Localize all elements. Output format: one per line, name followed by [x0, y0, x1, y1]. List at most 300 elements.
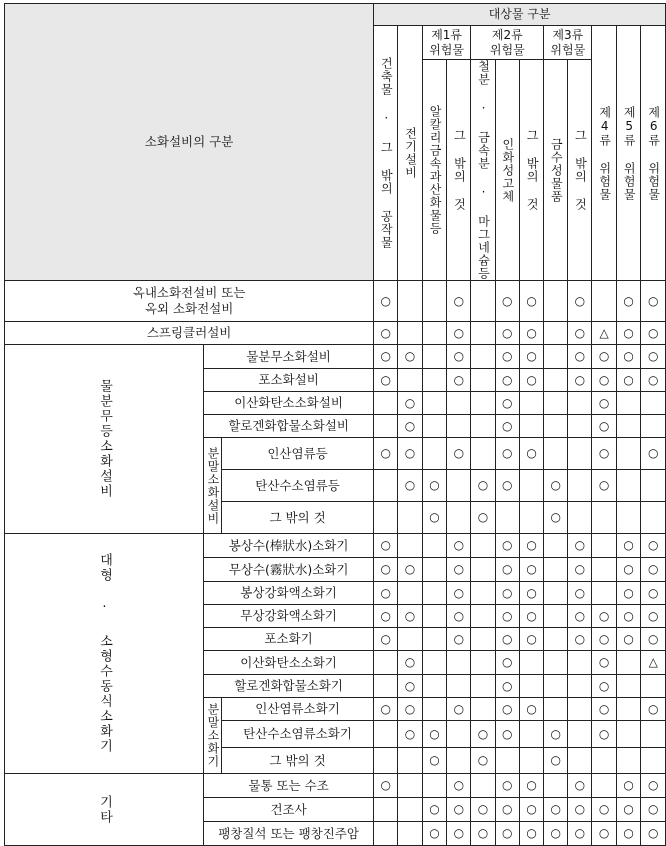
mark-cell — [592, 392, 617, 415]
mark-cell — [520, 534, 544, 558]
mark-symbol: ○ — [647, 608, 659, 623]
mark-symbol: ○ — [623, 293, 634, 308]
mark-cell — [568, 438, 592, 470]
mark-cell — [568, 798, 592, 822]
mark-cell — [641, 502, 666, 534]
mark-symbol: ○ — [453, 778, 465, 792]
mark-cell — [616, 438, 641, 470]
group2-header — [471, 26, 544, 60]
mark-cell — [520, 675, 544, 698]
mark-cell — [422, 798, 447, 822]
mark-symbol: ○ — [550, 753, 561, 767]
mark-cell — [592, 675, 617, 698]
mark-symbol: ○ — [429, 726, 440, 741]
mark-symbol: ○ — [550, 478, 561, 492]
mark-symbol: ○ — [623, 608, 634, 623]
mark-cell — [520, 651, 544, 675]
mark-symbol: ○ — [647, 349, 659, 363]
mark-cell — [616, 369, 641, 392]
mark-cell — [447, 675, 471, 698]
mark-cell — [471, 369, 495, 392]
mark-cell — [447, 798, 471, 822]
mark-symbol: ○ — [453, 538, 465, 552]
mark-symbol: ○ — [623, 778, 634, 792]
col-class5 — [616, 26, 641, 281]
mark-symbol: ○ — [574, 608, 586, 623]
row-label-cell — [204, 415, 374, 438]
mark-cell — [398, 281, 423, 322]
mark-symbol: ○ — [404, 608, 416, 623]
mark-cell — [592, 628, 617, 651]
mark-cell — [544, 322, 568, 345]
mark-cell — [422, 534, 447, 558]
mark-cell — [495, 345, 520, 369]
mark-cell — [641, 470, 666, 502]
mark-symbol: ○ — [526, 325, 537, 340]
table-row — [5, 322, 666, 345]
mark-cell — [544, 392, 568, 415]
mark-cell — [495, 392, 520, 415]
mark-cell — [471, 415, 495, 438]
mark-cell — [398, 628, 423, 651]
mark-cell — [495, 415, 520, 438]
mark-cell — [544, 582, 568, 605]
mark-symbol: ○ — [477, 478, 489, 492]
mark-symbol: ○ — [404, 418, 416, 433]
mark-symbol: ○ — [526, 538, 537, 552]
mark-cell — [641, 281, 666, 322]
mark-cell — [616, 415, 641, 438]
mark-cell — [495, 582, 520, 605]
row-label-cell — [204, 534, 374, 558]
mark-cell — [592, 438, 617, 470]
group-label-etc: 기타 — [97, 794, 112, 825]
mark-symbol: ○ — [429, 478, 440, 492]
mark-cell — [471, 605, 495, 628]
row-label: 팽창질석 또는 팽창진주암 — [218, 825, 359, 841]
mark-cell — [471, 582, 495, 605]
row-label: 옥내소화전설비 또는 옥외 소화전설비 — [132, 285, 246, 316]
mark-cell — [398, 798, 423, 822]
mark-symbol: ○ — [502, 608, 513, 623]
mark-cell — [495, 721, 520, 748]
mark-symbol: ○ — [380, 608, 391, 623]
row-label: 탄산수소염류소화기 — [243, 726, 352, 741]
row-label-cell — [204, 675, 374, 698]
table-row — [5, 774, 666, 798]
mark-cell — [447, 582, 471, 605]
mark-cell — [447, 438, 471, 470]
mark-symbol: ○ — [598, 826, 610, 840]
row-label: 스프링클러설비 — [146, 325, 232, 340]
mark-symbol: ○ — [574, 802, 586, 816]
mark-symbol: ○ — [623, 372, 634, 387]
mark-symbol: ○ — [502, 585, 513, 600]
row-label-cell — [221, 502, 373, 534]
mark-cell — [568, 748, 592, 774]
mark-cell — [398, 651, 423, 675]
row-label: 봉상강화액소화기 — [240, 585, 337, 600]
mark-cell — [616, 721, 641, 748]
col-class6 — [641, 26, 666, 281]
mark-cell — [471, 675, 495, 698]
mark-cell — [447, 502, 471, 534]
mark-symbol: ○ — [453, 608, 465, 623]
row-label: 할로겐화합물소화기 — [234, 678, 343, 693]
mark-cell — [641, 798, 666, 822]
mark-symbol: ○ — [502, 325, 513, 340]
mark-cell — [495, 369, 520, 392]
mark-symbol: ○ — [380, 349, 391, 363]
mark-symbol: ○ — [502, 395, 513, 410]
mark-cell — [374, 698, 398, 721]
sub-col-5-label: 그 밖의 것 — [525, 129, 540, 211]
sub-col-7-label: 그 밖의 것 — [573, 129, 588, 211]
mark-cell — [544, 345, 568, 369]
mark-cell — [592, 698, 617, 721]
mark-cell — [471, 392, 495, 415]
mark-cell — [641, 651, 666, 675]
mark-symbol: ○ — [453, 349, 465, 363]
mark-cell — [422, 392, 447, 415]
mark-symbol: ○ — [623, 562, 634, 576]
subgroup-label-powder_fixed: 분말소화설비 — [205, 446, 220, 525]
group-label-extinguisher: 대형 · 소형수동식소화기 — [97, 553, 112, 754]
mark-symbol: ○ — [526, 372, 537, 387]
mark-cell — [374, 774, 398, 798]
mark-symbol: ○ — [647, 778, 659, 792]
mark-symbol: ○ — [574, 826, 586, 840]
mark-symbol: ○ — [477, 510, 489, 524]
mark-symbol: ○ — [526, 562, 537, 576]
row-label: 무상강화액소화기 — [240, 608, 337, 623]
mark-cell — [398, 502, 423, 534]
mark-cell — [447, 345, 471, 369]
mark-cell — [422, 582, 447, 605]
mark-symbol: ○ — [477, 726, 489, 741]
mark-symbol: ○ — [574, 325, 586, 340]
mark-cell — [495, 798, 520, 822]
mark-cell — [544, 605, 568, 628]
mark-cell — [495, 774, 520, 798]
mark-symbol: ○ — [623, 802, 634, 816]
mark-symbol: ○ — [647, 631, 659, 646]
sub-col-4 — [495, 60, 520, 281]
mark-cell — [398, 582, 423, 605]
mark-cell — [544, 534, 568, 558]
mark-cell — [374, 798, 398, 822]
mark-cell — [471, 628, 495, 651]
mark-cell — [422, 415, 447, 438]
sub-col-4-label: 인화성고체 — [500, 137, 515, 203]
mark-symbol: ○ — [453, 372, 465, 387]
mark-cell — [398, 322, 423, 345]
mark-cell — [520, 582, 544, 605]
mark-cell — [641, 698, 666, 721]
mark-cell — [616, 675, 641, 698]
mark-cell — [616, 774, 641, 798]
mark-cell — [616, 582, 641, 605]
mark-symbol: ○ — [598, 395, 610, 410]
mark-symbol: ○ — [574, 631, 586, 646]
mark-cell — [422, 675, 447, 698]
mark-symbol: ○ — [502, 726, 513, 741]
mark-symbol: ○ — [598, 701, 610, 716]
mark-cell — [471, 534, 495, 558]
mark-cell — [568, 822, 592, 846]
table-row — [5, 534, 666, 558]
mark-cell — [616, 605, 641, 628]
mark-cell — [592, 558, 617, 582]
mark-symbol: ○ — [380, 562, 391, 576]
mark-cell — [641, 748, 666, 774]
row-label: 포소화설비 — [258, 372, 319, 387]
mark-cell — [495, 558, 520, 582]
corner-cell — [5, 4, 374, 281]
mark-cell — [616, 392, 641, 415]
mark-cell — [520, 438, 544, 470]
mark-cell — [495, 281, 520, 322]
target-group-label: 대상물 구분 — [488, 7, 551, 21]
mark-cell — [520, 415, 544, 438]
sub-col-2-label: 그 밖의 것 — [452, 129, 467, 211]
row-label: 그 밖의 것 — [269, 752, 326, 768]
group-cell-extinguisher — [5, 534, 204, 774]
mark-cell — [568, 721, 592, 748]
mark-cell — [495, 698, 520, 721]
mark-symbol: ○ — [502, 826, 513, 840]
mark-cell — [520, 774, 544, 798]
mark-cell — [544, 628, 568, 651]
mark-cell — [592, 369, 617, 392]
mark-cell — [592, 822, 617, 846]
mark-cell — [592, 534, 617, 558]
mark-cell — [568, 628, 592, 651]
mark-cell — [641, 345, 666, 369]
mark-symbol: ○ — [502, 631, 513, 646]
mark-cell — [641, 438, 666, 470]
mark-cell — [616, 651, 641, 675]
mark-cell — [592, 651, 617, 675]
group3-label: 제3류 위험물 — [550, 27, 586, 57]
mark-symbol: ○ — [404, 726, 416, 741]
mark-symbol: ○ — [647, 701, 659, 716]
mark-cell — [398, 558, 423, 582]
mark-symbol: ○ — [598, 631, 610, 646]
mark-cell — [568, 415, 592, 438]
mark-symbol: ○ — [477, 826, 489, 840]
mark-symbol: ○ — [453, 293, 465, 308]
mark-symbol: ○ — [647, 372, 659, 387]
mark-symbol: ○ — [502, 418, 513, 433]
mark-cell — [592, 415, 617, 438]
mark-cell — [374, 748, 398, 774]
mark-cell — [398, 415, 423, 438]
mark-cell — [422, 558, 447, 582]
mark-cell — [471, 748, 495, 774]
group3-header — [544, 26, 592, 60]
group1-label: 제1류 위험물 — [429, 27, 464, 57]
mark-cell — [374, 322, 398, 345]
mark-cell — [616, 698, 641, 721]
mark-cell — [374, 534, 398, 558]
mark-cell — [374, 651, 398, 675]
mark-cell — [374, 502, 398, 534]
mark-symbol: ○ — [404, 478, 416, 492]
mark-symbol: ○ — [598, 349, 610, 363]
mark-cell — [568, 774, 592, 798]
mark-symbol: ○ — [647, 562, 659, 576]
mark-cell — [544, 558, 568, 582]
mark-cell — [471, 322, 495, 345]
mark-cell — [495, 438, 520, 470]
mark-symbol: ○ — [598, 678, 610, 693]
mark-cell — [422, 345, 447, 369]
mark-cell — [447, 822, 471, 846]
sub-col-6-label: 금수성물품 — [549, 137, 564, 203]
mark-symbol: ○ — [502, 478, 513, 492]
mark-cell — [422, 369, 447, 392]
mark-cell — [520, 502, 544, 534]
mark-cell — [592, 345, 617, 369]
mark-cell — [495, 651, 520, 675]
target-group-header — [374, 4, 666, 26]
mark-cell — [616, 345, 641, 369]
row-label: 봉상수(棒狀水)소화기 — [228, 537, 349, 553]
mark-cell — [398, 392, 423, 415]
mark-cell — [592, 721, 617, 748]
mark-cell — [544, 675, 568, 698]
row-label-cell — [204, 345, 374, 369]
row-label: 물통 또는 수조 — [248, 777, 329, 793]
mark-cell — [398, 774, 423, 798]
mark-cell — [544, 369, 568, 392]
group2-label: 제2류 위험물 — [489, 27, 525, 57]
mark-symbol: ○ — [380, 631, 391, 646]
subgroup-cell-powder_fixed — [204, 438, 222, 534]
mark-symbol: ○ — [502, 701, 513, 716]
mark-cell — [520, 822, 544, 846]
row-label-cell — [221, 748, 373, 774]
mark-cell — [641, 534, 666, 558]
col-class4 — [592, 26, 617, 281]
mark-cell — [374, 438, 398, 470]
group-cell-water — [5, 345, 204, 534]
mark-symbol: ○ — [623, 826, 634, 840]
mark-cell — [568, 651, 592, 675]
mark-cell — [471, 774, 495, 798]
mark-cell — [544, 698, 568, 721]
mark-symbol: ○ — [623, 631, 634, 646]
mark-cell — [422, 438, 447, 470]
mark-cell — [616, 558, 641, 582]
mark-cell — [398, 721, 423, 748]
mark-cell — [471, 558, 495, 582]
mark-cell — [520, 798, 544, 822]
row-label-cell — [204, 651, 374, 675]
mark-symbol: ○ — [598, 802, 610, 816]
mark-cell — [616, 281, 641, 322]
mark-symbol: ○ — [404, 349, 416, 363]
mark-cell — [422, 628, 447, 651]
mark-symbol: ○ — [502, 372, 513, 387]
mark-cell — [447, 628, 471, 651]
mark-symbol: ○ — [526, 608, 537, 623]
row-label-cell — [5, 322, 374, 345]
row-label-cell — [204, 798, 374, 822]
mark-cell — [592, 281, 617, 322]
mark-symbol: ○ — [647, 446, 659, 460]
table-row — [5, 345, 666, 369]
row-label-cell — [204, 369, 374, 392]
mark-cell — [374, 721, 398, 748]
mark-cell — [592, 748, 617, 774]
mark-symbol: ○ — [453, 325, 465, 340]
group-label-water: 물분무등소화설비 — [97, 379, 112, 499]
mark-symbol: ○ — [429, 510, 440, 524]
sub-col-3-label: 철분 · 금속분 · 마그네슘등 — [476, 60, 491, 280]
mark-cell — [520, 748, 544, 774]
mark-cell — [592, 605, 617, 628]
mark-cell — [568, 322, 592, 345]
row-label: 탄산수소염류등 — [255, 477, 340, 493]
mark-cell — [641, 605, 666, 628]
subgroup-label-powder_ext: 분말소화기 — [205, 703, 220, 768]
mark-cell — [471, 721, 495, 748]
mark-cell — [616, 322, 641, 345]
mark-cell — [447, 774, 471, 798]
mark-cell — [568, 582, 592, 605]
mark-cell — [471, 798, 495, 822]
col-electric — [398, 26, 423, 281]
mark-symbol: ○ — [502, 802, 513, 816]
mark-cell — [447, 534, 471, 558]
mark-cell — [422, 698, 447, 721]
mark-symbol: ○ — [574, 585, 586, 600]
col-class5-label: 제5류 위험물 — [622, 105, 637, 201]
mark-cell — [422, 651, 447, 675]
subgroup-cell-powder_ext — [204, 698, 222, 774]
mark-cell — [568, 392, 592, 415]
mark-symbol: ○ — [574, 293, 586, 308]
mark-cell — [520, 392, 544, 415]
mark-symbol: ○ — [647, 826, 659, 840]
mark-cell — [374, 392, 398, 415]
group1-header — [422, 26, 471, 60]
mark-cell — [495, 502, 520, 534]
mark-symbol: ○ — [429, 753, 440, 767]
mark-cell — [641, 774, 666, 798]
row-label: 무상수(霧狀水)소화기 — [228, 561, 349, 577]
mark-cell — [422, 605, 447, 628]
mark-cell — [447, 322, 471, 345]
mark-cell — [592, 470, 617, 502]
mark-symbol: ○ — [647, 293, 659, 308]
mark-cell — [471, 281, 495, 322]
mark-cell — [422, 748, 447, 774]
mark-symbol: ○ — [380, 701, 391, 716]
mark-cell — [592, 502, 617, 534]
mark-cell — [568, 558, 592, 582]
mark-symbol: ○ — [380, 372, 391, 387]
sub-col-5 — [520, 60, 544, 281]
mark-symbol: ○ — [502, 778, 513, 792]
mark-cell — [520, 721, 544, 748]
mark-symbol: ○ — [623, 538, 634, 552]
mark-cell — [447, 415, 471, 438]
mark-cell — [495, 322, 520, 345]
mark-symbol: ○ — [502, 538, 513, 552]
